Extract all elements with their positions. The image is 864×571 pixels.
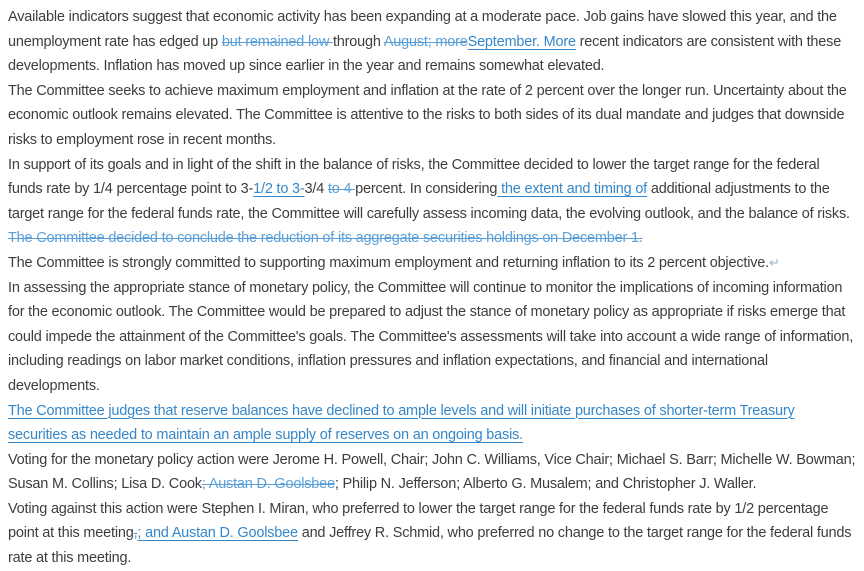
text-run: through	[332, 33, 384, 50]
deleted-text-run[interactable]: ; Austan D. Goolsbee	[201, 476, 335, 493]
text-run: percent. In considering	[355, 181, 498, 198]
paragraph	[8, 5, 856, 79]
text-run: Available indicators suggest that economic activity has been expanding at a moderate pace. Job gains have slowed this year, and the unemployment rate has edged up	[8, 9, 837, 50]
text-run: The Committee is strongly committed to supporting maximum employment and returning inflation to its 2 percent objective.	[8, 254, 769, 271]
return-mark-icon: ↵	[768, 254, 780, 270]
text-run: In assessing the appropriate stance of monetary policy, the Committee will continue to monitor the implications of incoming information for the economic outlook. The Committee would be prepared to adjust the stance of monetary policy as appropriate if risks emerge that could impede the attainment of the Committee's goals. The Committee's assessments will take into account a wide range of information, including readings on labor market conditions, inflation pressures and inflation expectations, and financial and international developments.	[8, 279, 854, 394]
paragraph	[8, 448, 856, 497]
deleted-text-run[interactable]: The Committee decided to conclude the reduction of its aggregate securities holdings on December 1.	[8, 230, 643, 247]
paragraph	[8, 497, 856, 571]
text-run: Voting for the monetary policy action were Jerome H. Powell, Chair; John C. Williams, Vice Chair; Michael S. Barr; Michelle W. Bowman; Susan M. Collins; Lisa D. Cook	[8, 451, 856, 493]
inserted-text-run[interactable]: The Committee judges that reserve balances have declined to ample levels and will initiate purchases of shorter-term Treasury securities as needed to maintain an ample supply of reserves on an ongoing basis.	[8, 402, 795, 444]
text-run: ; Philip N. Jefferson; Alberto G. Musalem; and Christopher J. Waller.	[334, 476, 757, 493]
text-run: recent indicators are consistent with these developments. Inflation has moved up since earlier in the year and remains somewhat elevated.	[8, 33, 842, 75]
paragraph	[8, 251, 856, 276]
text-run: Voting against this action were Stephen I. Miran, who preferred to lower the target range for the federal funds rate by 1/2 percentage point at this meeting	[8, 500, 829, 542]
deleted-text-run[interactable]: but remained low	[221, 33, 333, 50]
inserted-text-run[interactable]: ; and Austan D. Goolsbee	[137, 525, 298, 542]
paragraph	[8, 153, 856, 251]
text-run: and Jeffrey R. Schmid, who preferred no change to the target range for the federal funds rate at this meeting.	[8, 525, 852, 567]
deleted-text-run[interactable]: ,	[133, 525, 138, 542]
paragraph	[8, 399, 856, 448]
text-run: 3/4	[304, 181, 328, 198]
deleted-text-run[interactable]: August; more	[383, 33, 468, 50]
paragraph	[8, 79, 856, 153]
inserted-text-run[interactable]: the extent and timing of	[497, 181, 648, 198]
text-run: In support of its goals and in light of the shift in the balance of risks, the Committee decided to lower the target range for the federal funds rate by 1/4 percentage point to 3-	[8, 156, 820, 198]
text-run: additional adjustments to the target range for the federal funds rate, the Committee will carefully assess incoming data, the evolving outlook, and the balance of risks.	[8, 181, 850, 222]
inserted-text-run[interactable]: September. More	[467, 33, 576, 50]
document-body[interactable]	[8, 5, 856, 571]
text-run: The Committee seeks to achieve maximum employment and inflation at the rate of 2 percent over the longer run. Uncertainty about the economic outlook remains elevated. The Committee is attentive to the risks to both sides of its dual mandate and judges that downside risks to employment rose in recent months.	[8, 82, 847, 148]
paragraph	[8, 276, 856, 399]
deleted-text-run[interactable]: to 4	[327, 181, 356, 198]
inserted-text-run[interactable]: 1/2 to 3-	[253, 181, 305, 198]
